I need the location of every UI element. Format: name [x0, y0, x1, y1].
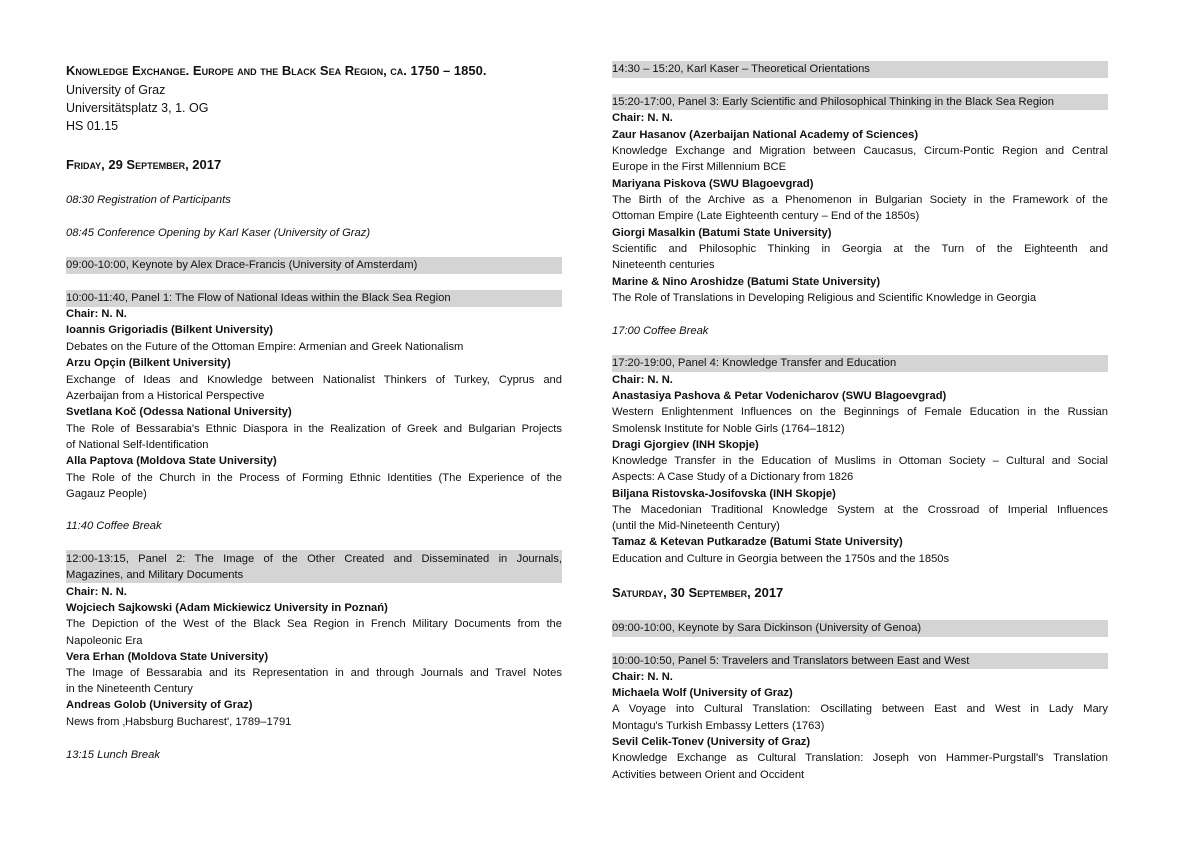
panel3-talk-1-line1: Knowledge Exchange and Migration between Caucasus, Circum-Pontic Region and Central [612, 145, 1108, 157]
panel3-chair: Chair: N. N. [612, 112, 673, 124]
panel3-talk-4: The Role of Translations in Developing Religious and Scientific Knowledge in Georgia [612, 292, 1037, 304]
panel5-speaker-2: Sevil Celik-Tonev (University of Graz) [612, 736, 811, 748]
panel2-title-line1: 12:00-13:15, Panel 2: The Image of the Other Created and Disseminated in Journals, [66, 553, 562, 565]
panel4-speaker-1: Anastasiya Pashova & Petar Vodenicharov (SWU Blagoevgrad) [612, 390, 947, 402]
panel1-speaker-1: Ioannis Grigoriadis (Bilkent University) [66, 324, 274, 336]
panel4-talk-4: Education and Culture in Georgia between the 1750s and the 1850s [612, 553, 950, 565]
panel5-speaker-1: Michaela Wolf (University of Graz) [612, 687, 793, 699]
panel4-talk-2-line2: Aspects: A Case Study of a Dictionary from 1826 [612, 471, 854, 483]
keynote-friday: 09:00-10:00, Keynote by Alex Drace-Francis (University of Amsterdam) [66, 259, 418, 271]
panel1-speaker-4: Alla Paptova (Moldova State University) [66, 455, 277, 467]
panel5-title: 10:00-10:50, Panel 5: Travelers and Translators between East and West [612, 655, 970, 667]
panel4-talk-3-line2: (until the Mid-Nineteenth Century) [612, 520, 780, 532]
panel1-speaker-2: Arzu Opçin (Bilkent University) [66, 357, 231, 369]
venue-university: University of Graz [66, 83, 166, 97]
panel4-speaker-2: Dragi Gjorgiev (INH Skopje) [612, 439, 759, 451]
day-heading-saturday: Saturday, 30 September, 2017 [612, 585, 784, 600]
venue-room: HS 01.15 [66, 119, 119, 133]
day-heading-friday: Friday, 29 September, 2017 [66, 157, 222, 172]
panel4-talk-1-line1: Western Enlightenment Influences on the Beginnings of Female Education in the Russian [612, 406, 1108, 418]
panel4-talk-2-line1: Knowledge Transfer in the Education of Muslims in Ottoman Society – Cultural and Social [612, 455, 1108, 467]
panel2-speaker-2: Vera Erhan (Moldova State University) [66, 651, 269, 663]
panel1-talk-2-line2: Azerbaijan from a Historical Perspective [66, 390, 265, 402]
panel2-talk-2-line1: The Image of Bessarabia and its Representation in and through Journals and Travel Notes [66, 667, 562, 679]
panel2-title-line2: Magazines, and Military Documents [66, 569, 244, 581]
coffee-break-2: 17:00 Coffee Break [612, 325, 709, 337]
keynote-saturday: 09:00-10:00, Keynote by Sara Dickinson (University of Genoa) [612, 622, 922, 634]
panel3-speaker-1: Zaur Hasanov (Azerbaijan National Academy of Sciences) [612, 129, 919, 141]
panel3-talk-2-line1: The Birth of the Archive as a Phenomenon in Bulgarian Society in the Framework of the [612, 194, 1108, 206]
panel5-talk-2-line2: Activities between Orient and Occident [612, 769, 805, 781]
panel1-title: 10:00-11:40, Panel 1: The Flow of National Ideas within the Black Sea Region [66, 292, 451, 304]
panel1-talk-3-line2: of National Self-Identification [66, 439, 209, 451]
panel2-chair: Chair: N. N. [66, 586, 127, 598]
conference-opening: 08:45 Conference Opening by Karl Kaser (University of Graz) [66, 227, 371, 239]
panel2-speaker-1: Wojciech Sajkowski (Adam Mickiewicz University in Poznań) [66, 602, 388, 614]
coffee-break-1: 11:40 Coffee Break [66, 520, 162, 532]
panel1-talk-2-line1: Exchange of Ideas and Knowledge between Nationalist Thinkers of Turkey, Cyprus and [66, 374, 562, 386]
theoretical-orientations: 14:30 – 15:20, Karl Kaser – Theoretical Orientations [612, 63, 870, 75]
panel2-talk-2-line2: in the Nineteenth Century [66, 683, 193, 695]
panel5-talk-1-line1: A Voyage into Cultural Translation: Oscillating between East and West in Lady Mary [612, 703, 1108, 715]
venue-address: Universitätsplatz 3, 1. OG [66, 101, 209, 115]
panel4-talk-1-line2: Smolensk Institute for Noble Girls (1764–1812) [612, 423, 845, 435]
lunch-break: 13:15 Lunch Break [66, 749, 160, 761]
panel5-talk-1-line2: Montagu's Turkish Embassy Letters (1763) [612, 720, 825, 732]
panel1-talk-4-line1: The Role of the Church in the Process of Forming Ethnic Identities (The Experience of the [66, 472, 562, 484]
panel1-talk-3-line1: The Role of Bessarabia's Ethnic Diaspora in the Realization of Greek and Bulgarian Projects [66, 423, 562, 435]
panel3-speaker-4: Marine & Nino Aroshidze (Batumi State University) [612, 276, 881, 288]
panel5-talk-2-line1: Knowledge Exchange as Cultural Translation: Joseph von Hammer-Purgstall's Translation [612, 752, 1108, 764]
panel4-title: 17:20-19:00, Panel 4: Knowledge Transfer and Education [612, 357, 897, 369]
panel2-talk-3: News from ‚Habsburg Bucharest', 1789–1791 [66, 716, 292, 728]
panel2-talk-1-line1: The Depiction of the West of the Black Sea Region in French Military Documents from the [66, 618, 562, 630]
panel3-talk-3-line2: Nineteenth centuries [612, 259, 715, 271]
conference-title: Knowledge Exchange. Europe and the Black Sea Region, ca. 1750 – 1850. [66, 63, 487, 78]
panel2-talk-1-line2: Napoleonic Era [66, 635, 143, 647]
panel3-speaker-2: Mariyana Piskova (SWU Blagoevgrad) [612, 178, 814, 190]
panel4-chair: Chair: N. N. [612, 374, 673, 386]
panel1-chair: Chair: N. N. [66, 308, 127, 320]
panel2-speaker-3: Andreas Golob (University of Graz) [66, 699, 253, 711]
registration: 08:30 Registration of Participants [66, 194, 231, 206]
panel1-talk-1: Debates on the Future of the Ottoman Empire: Armenian and Greek Nationalism [66, 341, 464, 353]
panel5-chair: Chair: N. N. [612, 671, 673, 683]
panel3-talk-1-line2: Europe in the First Millennium BCE [612, 161, 787, 173]
panel4-talk-3-line1: The Macedonian Traditional Knowledge System at the Crossroad of Imperial Influences [612, 504, 1108, 516]
panel4-speaker-4: Tamaz & Ketevan Putkaradze (Batumi State University) [612, 536, 903, 548]
panel3-talk-3-line1: Scientific and Philosophic Thinking in Georgia at the Turn of the Eighteenth and [612, 243, 1108, 255]
panel4-speaker-3: Biljana Ristovska-Josifovska (INH Skopje) [612, 488, 836, 500]
panel1-talk-4-line2: Gagauz People) [66, 488, 147, 500]
panel3-talk-2-line2: Ottoman Empire (Late Eighteenth century – End of the 1850s) [612, 210, 920, 222]
panel3-speaker-3: Giorgi Masalkin (Batumi State University) [612, 227, 832, 239]
panel3-title: 15:20-17:00, Panel 3: Early Scientific and Philosophical Thinking in the Black Sea Region [612, 96, 1054, 108]
panel1-speaker-3: Svetlana Koč (Odessa National University) [66, 406, 292, 418]
